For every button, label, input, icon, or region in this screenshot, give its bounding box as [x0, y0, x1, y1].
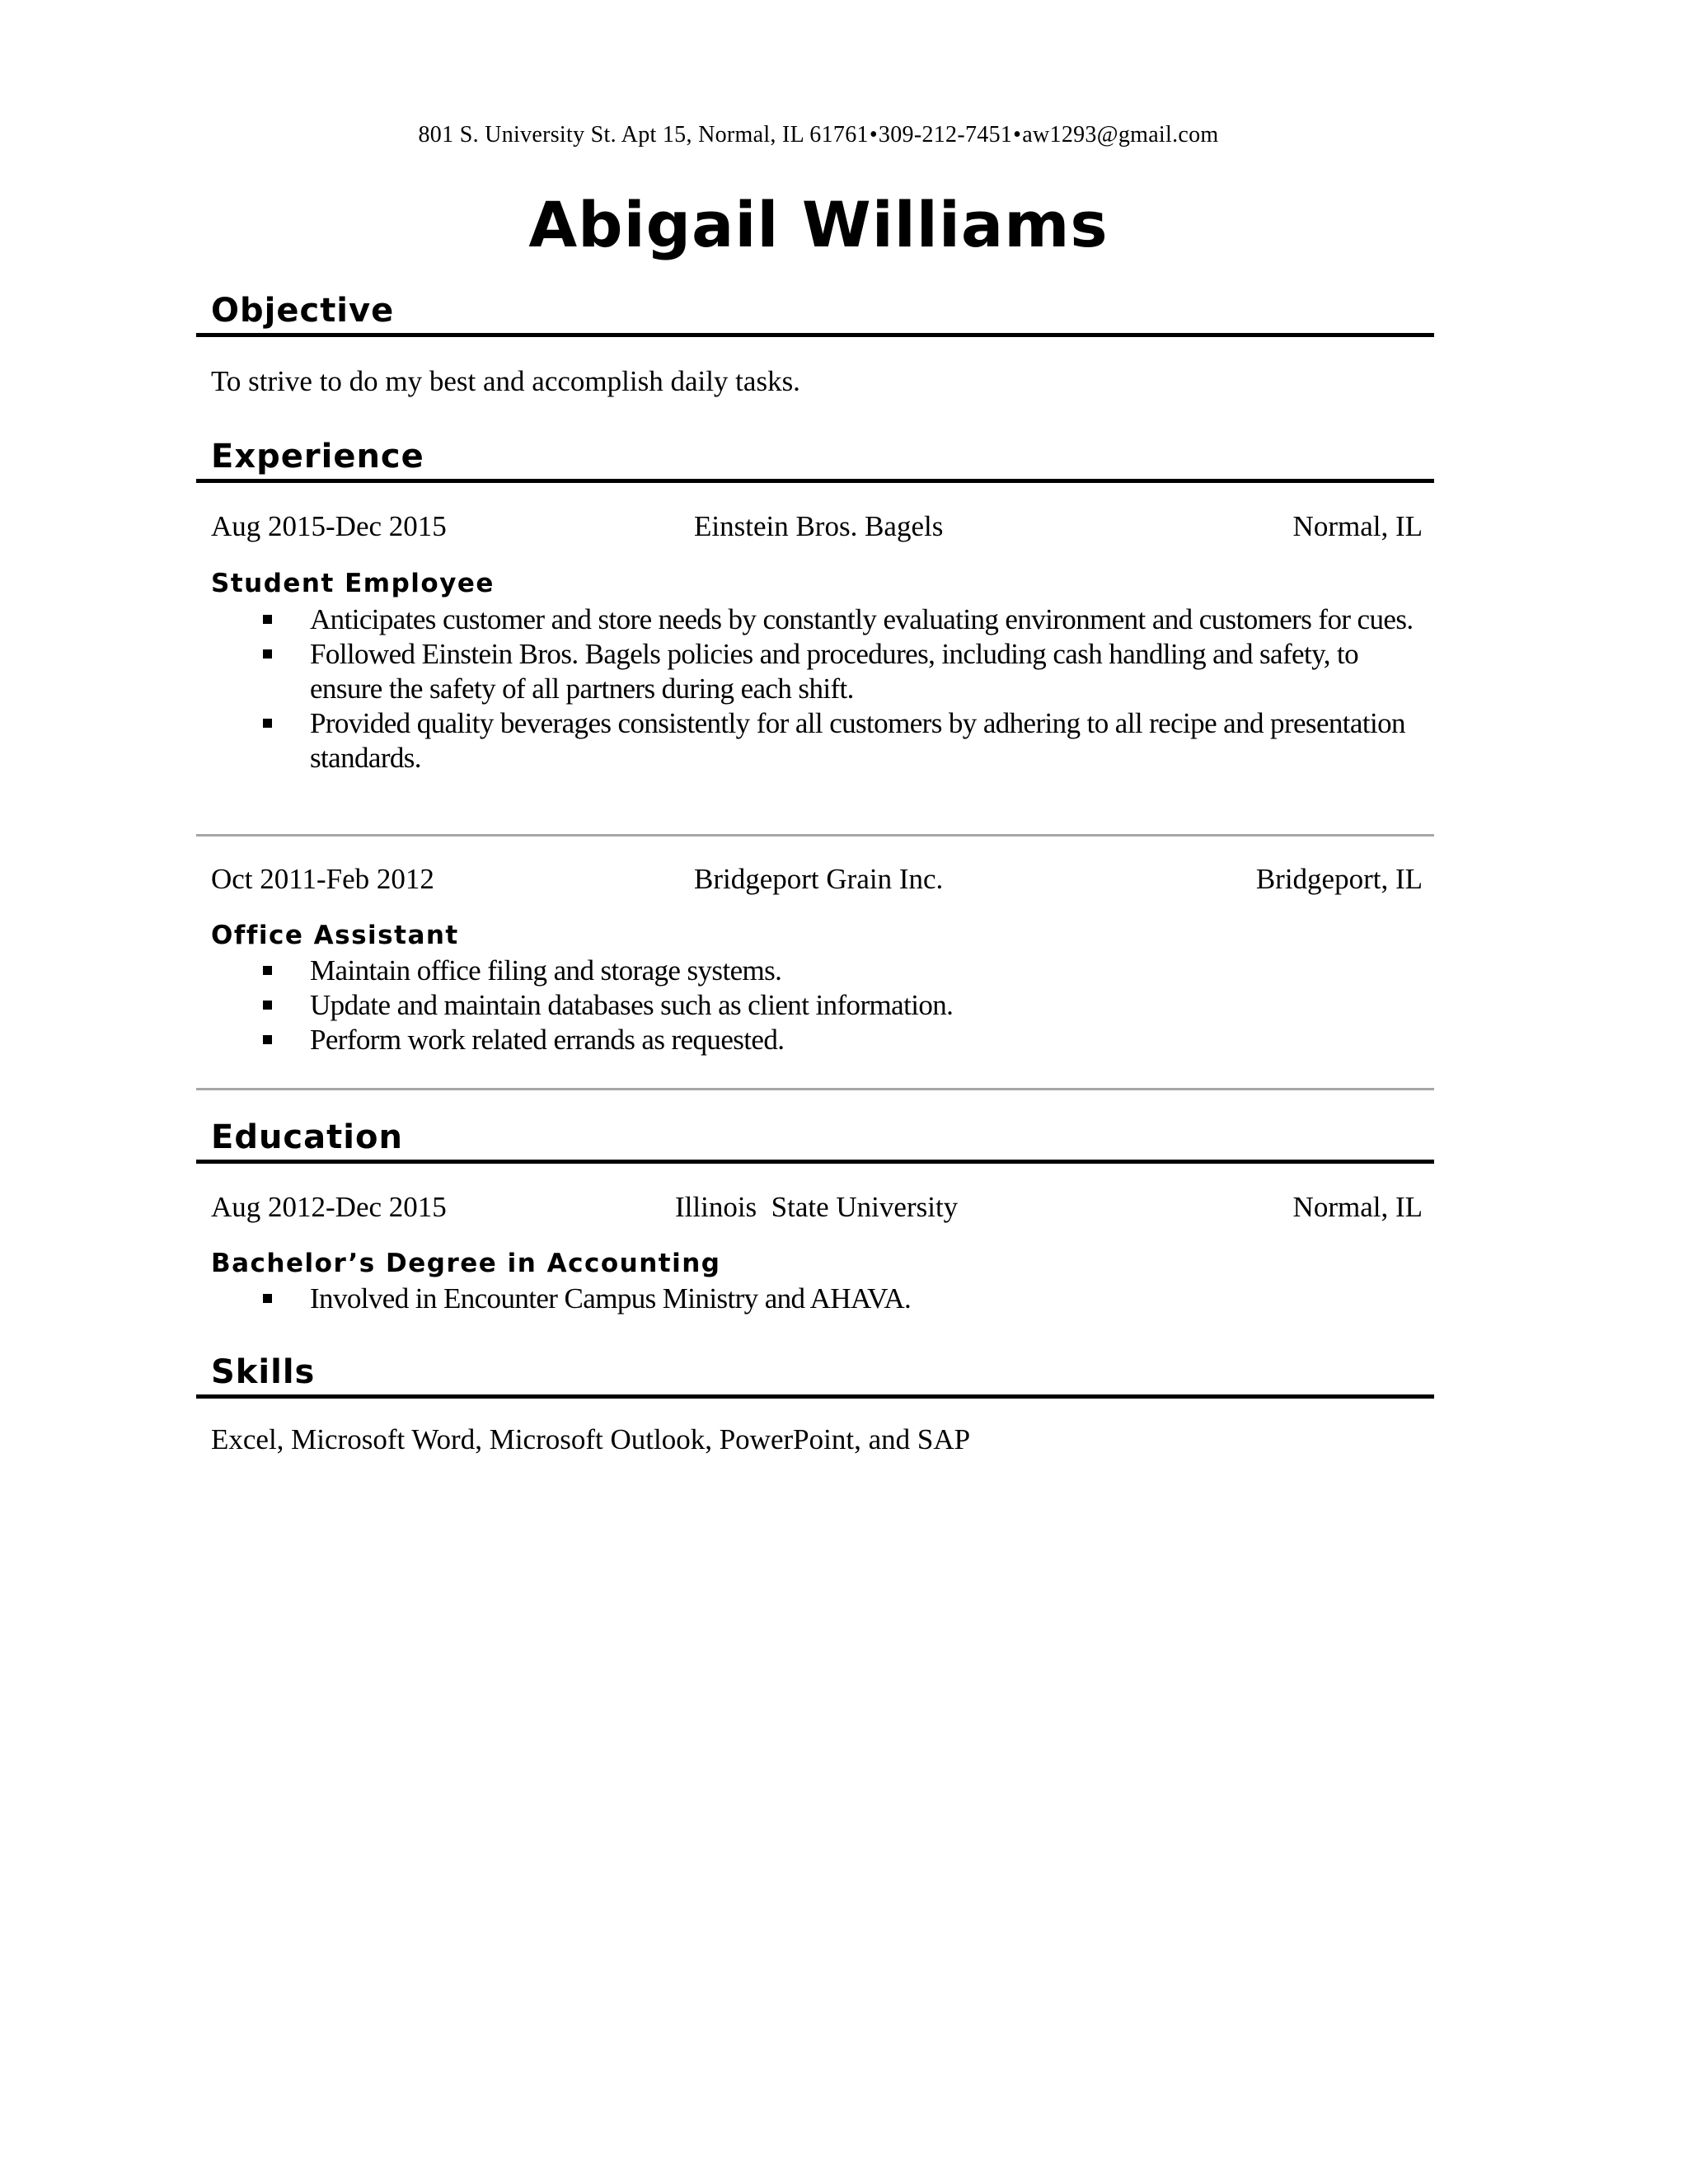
section-heading-objective [196, 292, 1434, 337]
separator: • [1013, 122, 1022, 148]
education-header [211, 1191, 1423, 1227]
list-item [211, 1282, 1431, 1316]
job-header [211, 510, 1423, 546]
bullet-marker-icon [263, 719, 272, 728]
bullet-text: Maintain office filing and storage systems. [310, 954, 782, 987]
bullet-text: Involved in Encounter Campus Ministry and AHAVA. [310, 1282, 912, 1315]
contact-line [0, 122, 1637, 148]
bullet-text: Perform work related errands as requested. [310, 1024, 785, 1056]
job-dates: Aug 2015-Dec 2015 [211, 510, 447, 542]
job-dates: Oct 2011-Feb 2012 [211, 863, 434, 895]
email: aw1293@gmail.com [1022, 122, 1219, 148]
address: 801 S. University St. Apt 15, Normal, IL 61761 [418, 122, 869, 148]
bullet-text: Provided quality beverages consistently for all customers by adhering to all recipe and presentation standards. [310, 707, 1405, 774]
section-title: Experience [211, 438, 424, 476]
section-title: Education [211, 1118, 403, 1156]
job-organization: Bridgeport Grain Inc. [694, 863, 944, 895]
section-heading-skills [196, 1353, 1434, 1399]
candidate-name: Abigail Williams [528, 188, 1109, 261]
list-item [211, 1023, 1431, 1057]
job-bullets [211, 602, 1431, 776]
section-heading-education [196, 1118, 1434, 1164]
bullet-text: Anticipates customer and store needs by constantly evaluating environment and customers for cues. [310, 603, 1414, 635]
bullet-marker-icon [263, 615, 272, 624]
education-bullets [211, 1282, 1431, 1316]
bullet-marker-icon [263, 1001, 272, 1010]
bullet-text: Followed Einstein Bros. Bagels policies and procedures, including cash handling and safety, to ensure the safety of all partners during each shift. [310, 638, 1359, 705]
job-divider [196, 834, 1434, 837]
separator: • [869, 122, 878, 148]
list-item [211, 954, 1431, 988]
bullet-marker-icon [263, 1035, 272, 1044]
education-institution: Illinois State University [675, 1191, 959, 1223]
objective-text: To strive to do my best and accomplish daily tasks. [211, 365, 800, 397]
job-location: Normal, IL [1292, 510, 1423, 542]
education-location: Normal, IL [1292, 1191, 1423, 1223]
list-item [211, 988, 1431, 1023]
skills-text: Excel, Microsoft Word, Microsoft Outlook, PowerPoint, and SAP [211, 1423, 971, 1455]
list-item [211, 602, 1431, 637]
job-role: Office Assistant [211, 921, 459, 950]
list-item [211, 637, 1431, 706]
bullet-marker-icon [263, 1294, 272, 1303]
bullet-text: Update and maintain databases such as client information. [310, 989, 954, 1021]
education-dates: Aug 2012-Dec 2015 [211, 1191, 447, 1223]
job-organization: Einstein Bros. Bagels [694, 510, 944, 542]
job-header [211, 863, 1423, 899]
job-bullets [211, 954, 1431, 1057]
bullet-marker-icon [263, 966, 272, 975]
section-divider [196, 1088, 1434, 1090]
phone: 309-212-7451 [878, 122, 1013, 148]
job-role: Student Employee [211, 569, 495, 598]
bullet-marker-icon [263, 649, 272, 658]
section-title: Objective [211, 292, 395, 330]
section-heading-experience [196, 438, 1434, 483]
education-degree: Bachelor’s Degree in Accounting [211, 1249, 721, 1278]
job-location: Bridgeport, IL [1255, 863, 1423, 895]
section-title: Skills [211, 1353, 316, 1391]
list-item [211, 706, 1431, 776]
